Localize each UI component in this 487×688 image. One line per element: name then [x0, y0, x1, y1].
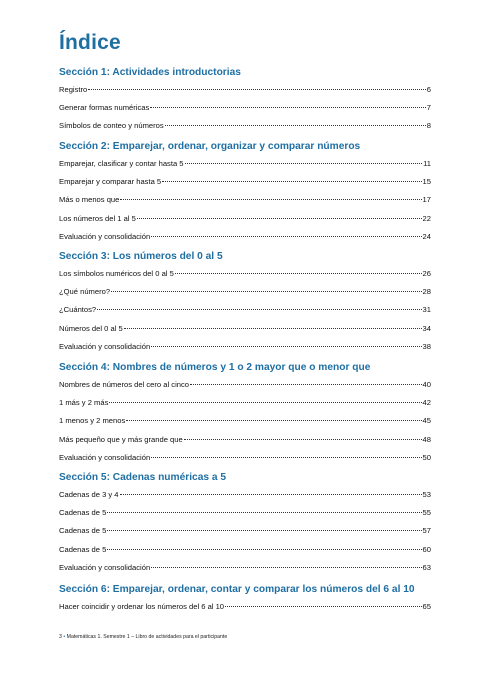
dot-leader [107, 512, 421, 513]
toc-entry[interactable] [59, 117, 431, 135]
dot-leader [107, 549, 421, 550]
toc-entry-page-number: 53 [422, 490, 431, 499]
toc-entry-page-number: 15 [422, 177, 431, 187]
toc-entry-page-number: 7 [426, 103, 431, 113]
toc-entry[interactable] [59, 155, 431, 173]
toc-entry[interactable] [59, 191, 431, 209]
toc-entry-label: Evaluación y consolidación [59, 231, 151, 241]
toc-entry-label: Evaluación y consolidación [59, 341, 151, 351]
toc-section-3 [59, 249, 431, 356]
section-title: Sección 6: Emparejar, ordenar, contar y comparar los números del 6 al 10 [59, 584, 415, 595]
dot-leader [185, 163, 423, 164]
dot-leader [120, 199, 421, 200]
dot-leader [175, 273, 422, 274]
page-footer [59, 634, 227, 640]
toc-entry-label: Los números del 1 al 5 [59, 213, 136, 223]
toc-entry[interactable] [59, 210, 431, 228]
toc-entry[interactable] [59, 598, 431, 616]
toc-entry[interactable] [59, 541, 431, 559]
toc-entry[interactable] [59, 431, 431, 449]
dot-leader [150, 107, 425, 108]
toc-entry-label: Los símbolos numéricos del 0 al 5 [59, 269, 174, 278]
dot-leader [184, 439, 422, 440]
footer-bullet: • [63, 634, 66, 640]
toc-section-4 [59, 360, 431, 467]
section-title: Sección 3: Los números del 0 al 5 [59, 251, 223, 262]
toc-entry-page-number: 57 [422, 526, 431, 536]
toc-entry[interactable] [59, 301, 431, 319]
toc-entry-label: 1 menos y 2 menos [59, 416, 126, 426]
dot-leader [97, 309, 421, 310]
section-title: Sección 5: Cadenas numéricas a 5 [59, 472, 227, 483]
toc-entry-label: Cadenas de 5 [59, 544, 107, 554]
section-title: Sección 2: Emparejar, ordenar, organizar y comparar números [59, 141, 361, 152]
toc-entry[interactable] [59, 173, 431, 191]
toc-entry-page-number: 26 [422, 269, 431, 278]
toc-entry-label: 1 más y 2 más [59, 398, 109, 408]
toc-entry-label: Hacer coincidir y ordenar los números del 6 al 10 [59, 602, 225, 611]
dot-leader [190, 384, 422, 385]
toc-section-1 [59, 65, 431, 136]
toc-entry-label: ¿Qué número? [59, 287, 111, 297]
toc-entry-page-number: 8 [426, 121, 431, 131]
toc-entry[interactable] [59, 228, 431, 246]
footer-page-number: 3 [59, 634, 62, 640]
toc-entry-label: Nombres de números del cero al cinco [59, 380, 189, 389]
dot-leader [151, 346, 421, 347]
toc-entry[interactable] [59, 338, 431, 356]
dot-leader [124, 328, 422, 329]
toc-entry-page-number: 24 [422, 231, 431, 241]
toc-entry-page-number: 6 [426, 85, 431, 94]
dot-leader [225, 606, 422, 607]
toc-entry-page-number: 42 [422, 398, 431, 408]
toc-entry-label: Generar formas numéricas [59, 103, 150, 113]
toc-entry[interactable] [59, 522, 431, 540]
toc-entry-label: Más o menos que [59, 195, 120, 205]
dot-leader [111, 291, 421, 292]
toc-entry-label: Cadenas de 3 y 4 [59, 490, 119, 499]
toc-entry-page-number: 60 [422, 544, 431, 554]
page-title: Índice [59, 31, 121, 54]
toc-entry[interactable] [59, 283, 431, 301]
toc-entry-page-number: 31 [422, 305, 431, 315]
toc-entry-page-number: 38 [422, 341, 431, 351]
dot-leader [151, 567, 421, 568]
section-title: Sección 4: Nombres de números y 1 o 2 mayor que o menor que [59, 362, 371, 373]
toc-entry[interactable] [59, 412, 431, 430]
toc-entry-page-number: 11 [423, 159, 431, 168]
toc-entry-label: Más pequeño que y más grande que [59, 434, 183, 444]
toc-entry-page-number: 63 [422, 562, 431, 572]
toc-entry-page-number: 28 [422, 287, 431, 297]
dot-leader [88, 89, 425, 90]
toc-entry-label: Emparejar, clasificar y contar hasta 5 [59, 159, 184, 168]
toc-entry-label: Evaluación y consolidación [59, 452, 151, 462]
toc-entry[interactable] [59, 376, 431, 394]
dot-leader [126, 420, 421, 421]
toc-entry[interactable] [59, 449, 431, 467]
toc-entry-label: Evaluación y consolidación [59, 562, 151, 572]
toc-entry-page-number: 17 [422, 195, 431, 205]
toc-entry-label: Emparejar y comparar hasta 5 [59, 177, 162, 187]
toc-entry-page-number: 22 [422, 213, 431, 223]
toc-entry-label: Cadenas de 5 [59, 526, 107, 536]
section-title: Sección 1: Actividades introductorias [59, 67, 241, 78]
toc-entry-label: ¿Cuántos? [59, 305, 97, 315]
toc-section-2 [59, 139, 431, 246]
toc-entry[interactable] [59, 559, 431, 577]
toc-entry-page-number: 50 [422, 452, 431, 462]
toc-entry-page-number: 48 [422, 434, 431, 444]
dot-leader [162, 181, 421, 182]
toc-entry-page-number: 45 [422, 416, 431, 426]
dot-leader [109, 402, 421, 403]
toc-entry-page-number: 65 [422, 602, 431, 611]
dot-leader [137, 218, 422, 219]
toc-entry-page-number: 55 [422, 508, 431, 518]
dot-leader [151, 457, 421, 458]
toc-entry-label: Símbolos de conteo y números [59, 121, 164, 131]
dot-leader [120, 494, 422, 495]
toc-entry-label: Números del 0 al 5 [59, 323, 123, 333]
toc-entry-label: Registro [59, 85, 88, 94]
dot-leader [107, 530, 421, 531]
toc-entry[interactable] [59, 265, 431, 283]
toc-entry[interactable] [59, 504, 431, 522]
toc-entry[interactable] [59, 394, 431, 412]
toc-entry-page-number: 34 [422, 323, 431, 333]
dot-leader [165, 125, 426, 126]
toc-entry[interactable] [59, 81, 431, 99]
toc-entry[interactable] [59, 99, 431, 117]
toc-entry[interactable] [59, 320, 431, 338]
toc-entry-label: Cadenas de 5 [59, 508, 107, 518]
toc-section-5 [59, 470, 431, 577]
toc-entry[interactable] [59, 486, 431, 504]
toc-entry-page-number: 40 [422, 380, 431, 389]
dot-leader [151, 236, 421, 237]
toc-section-6 [59, 582, 431, 616]
footer-text: Matemáticas 1. Semestre 1 – Libro de actividades para el participante [66, 634, 228, 640]
